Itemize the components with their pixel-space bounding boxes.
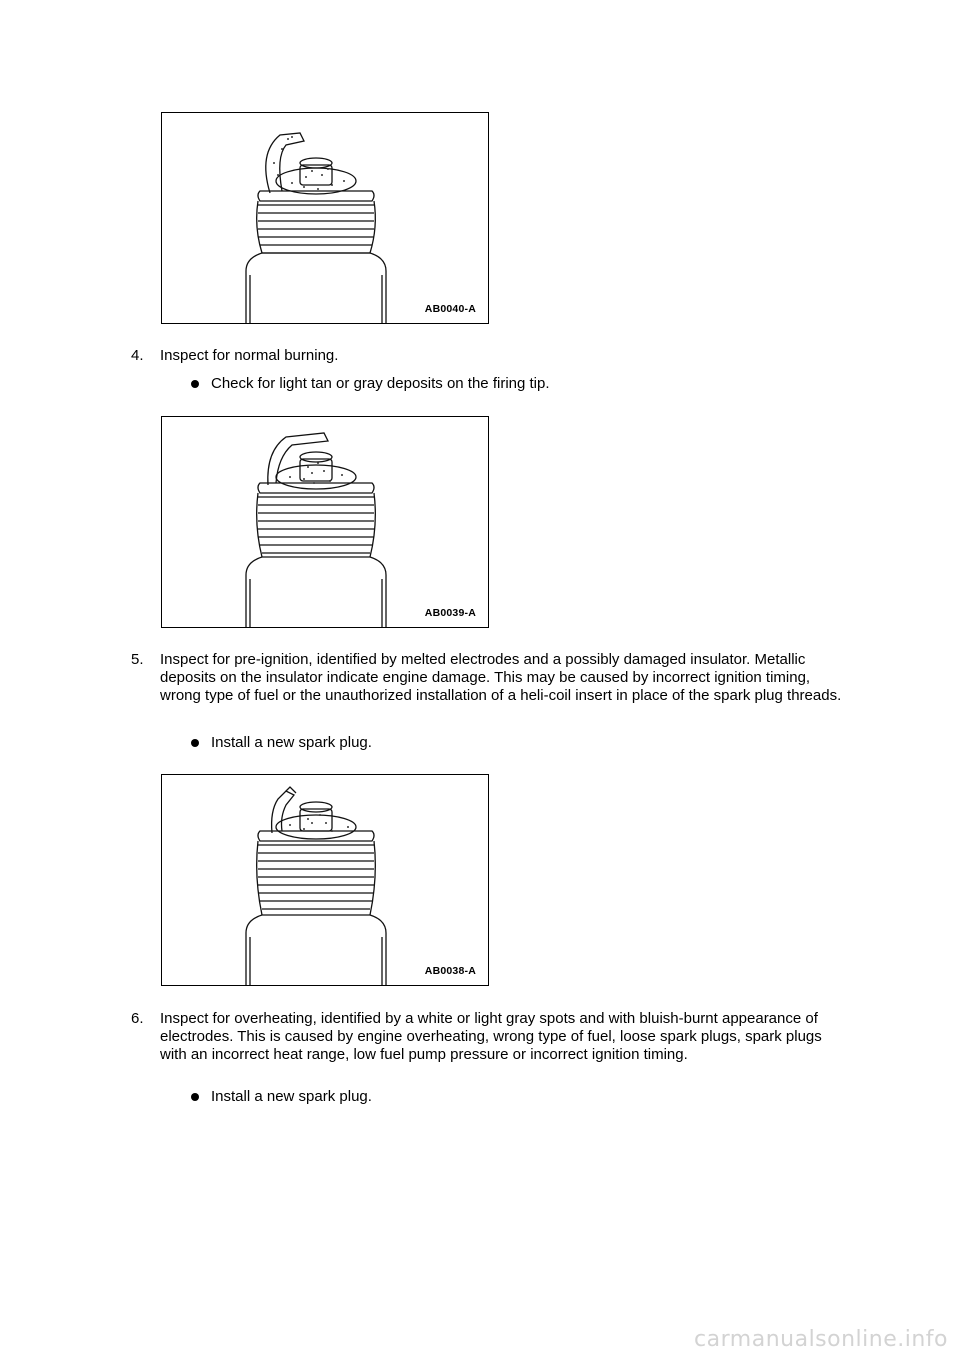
figure-spark-plug-1 — [161, 112, 489, 324]
figure-label: AB0040-A — [424, 303, 476, 315]
spark-plug-illustration — [162, 775, 488, 985]
bullet-text: Check for light tan or gray deposits on the firing tip. — [211, 375, 550, 392]
figure-label: AB0038-A — [424, 965, 476, 977]
spark-plug-illustration — [162, 417, 488, 627]
step-text: Inspect for normal burning. — [160, 347, 339, 364]
bullet-dot-icon — [191, 1093, 199, 1101]
bullet-item — [191, 734, 372, 752]
bullet-text: Install a new spark plug. — [211, 734, 372, 751]
step-4 — [131, 347, 851, 365]
step-number: 5. — [131, 651, 144, 668]
step-5 — [131, 651, 851, 705]
bullet-text: Install a new spark plug. — [211, 1088, 372, 1105]
step-6 — [131, 1010, 851, 1064]
bullet-dot-icon — [191, 380, 199, 388]
bullet-item — [191, 375, 550, 393]
step-text: Inspect for pre-ignition, identified by melted electrodes and a possibly damaged insulator. Metallic deposits on the insulator indicate engine damage. This may be caused by incorrect ignition timing, wrong type of fuel or the unauthorized installation of a heli-coil insert in place of the spark plug threads. — [160, 651, 842, 704]
figure-spark-plug-3 — [161, 774, 489, 986]
bullet-item — [191, 1088, 372, 1106]
step-text: Inspect for overheating, identified by a white or light gray spots and with bluish-burnt appearance of electrodes. This is caused by engine overheating, wrong type of fuel, loose spark plugs, spark plugs with an incorrect heat range, low fuel pump pressure or incorrect ignition timing. — [160, 1010, 822, 1063]
bullet-dot-icon — [191, 739, 199, 747]
step-number: 4. — [131, 347, 144, 364]
spark-plug-illustration — [162, 113, 488, 323]
watermark: carmanualsonline.info — [694, 1327, 948, 1352]
step-number: 6. — [131, 1010, 144, 1027]
figure-spark-plug-2 — [161, 416, 489, 628]
figure-label: AB0039-A — [424, 607, 476, 619]
